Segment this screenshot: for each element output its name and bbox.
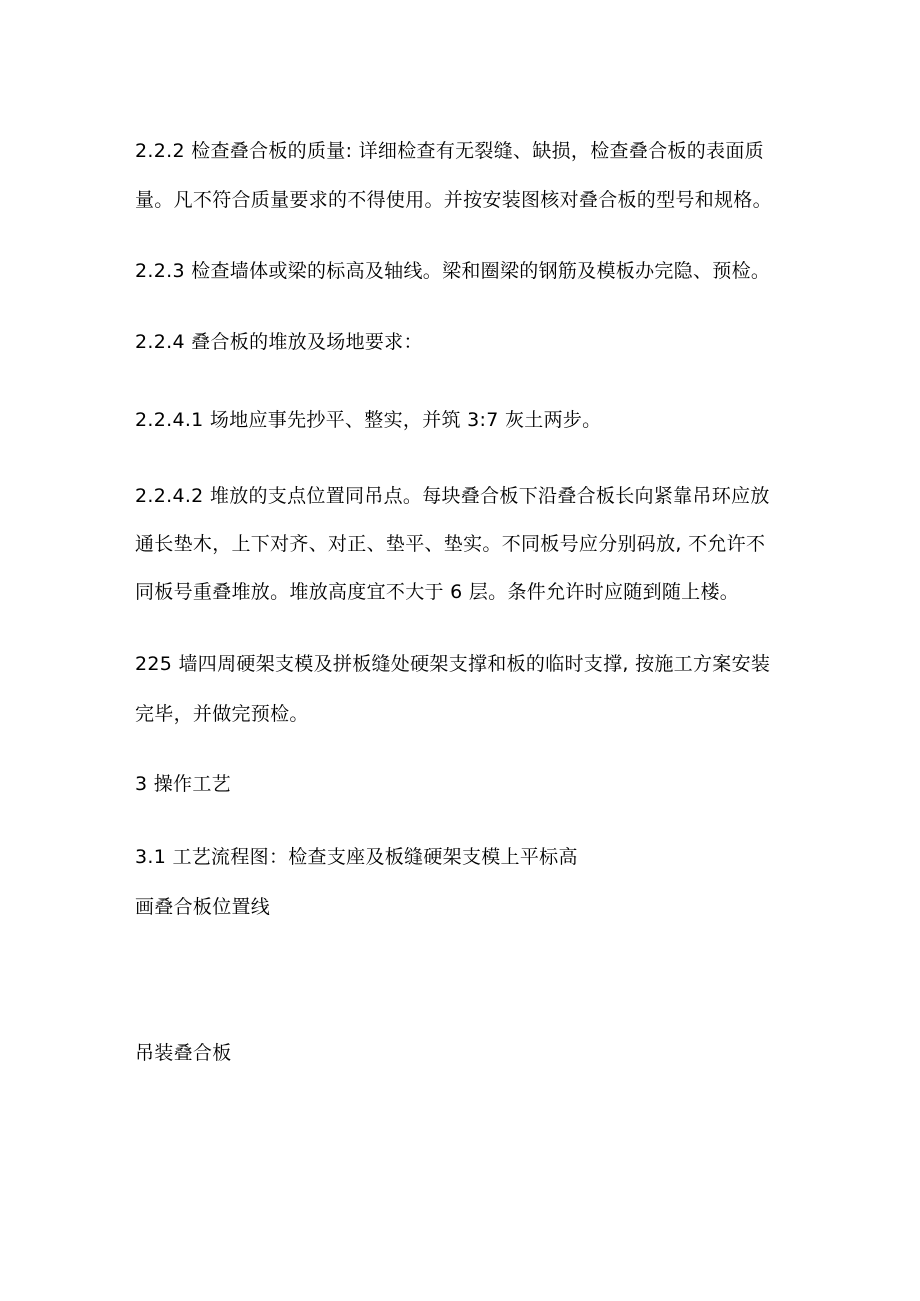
flow-step-hoist-panel: 吊装叠合板 [135,1042,232,1064]
section-2-2-2-line-2: 量。凡不符合质量要求的不得使用。并按安装图核对叠合板的型号和规格。 [135,189,772,211]
section-2-2-3: 2.2.3 检查墙体或梁的标高及轴线。梁和圈梁的钢筋及模板办完隐、预检。 [135,260,771,282]
section-3-1-flowchart: 3.1 工艺流程图：检查支座及板缝硬架支模上平标高 [135,846,578,868]
section-2-2-4-1: 2.2.4.1 场地应事先抄平、整实，并筑 3:7 灰土两步。 [135,409,602,431]
section-2-2-4-2-line-3: 同板号重叠堆放。堆放高度宜不大于 6 层。条件允许时应随到随上楼。 [135,581,740,603]
flow-step-draw-position-line: 画叠合板位置线 [135,896,271,918]
section-2-2-5-line-1: 225 墙四周硬架支模及拼板缝处硬架支撑和板的临时支撑, 按施工方案安装 [135,653,771,675]
section-2-2-2-line-1: 2.2.2 检查叠合板的质量: 详细检查有无裂缝、缺损，检查叠合板的表面质 [135,140,764,162]
section-2-2-4-2-line-2: 通长垫木，上下对齐、对正、垫平、垫实。不同板号应分别码放, 不允许不 [135,533,766,555]
section-3-heading: 3 操作工艺 [135,773,231,795]
section-2-2-4-2-line-1: 2.2.4.2 堆放的支点位置同吊点。每块叠合板下沿叠合板长向紧靠吊环应放 [135,485,770,507]
section-2-2-4-heading: 2.2.4 叠合板的堆放及场地要求： [135,331,423,353]
section-2-2-5-line-2: 完毕，并做完预检。 [135,703,309,725]
